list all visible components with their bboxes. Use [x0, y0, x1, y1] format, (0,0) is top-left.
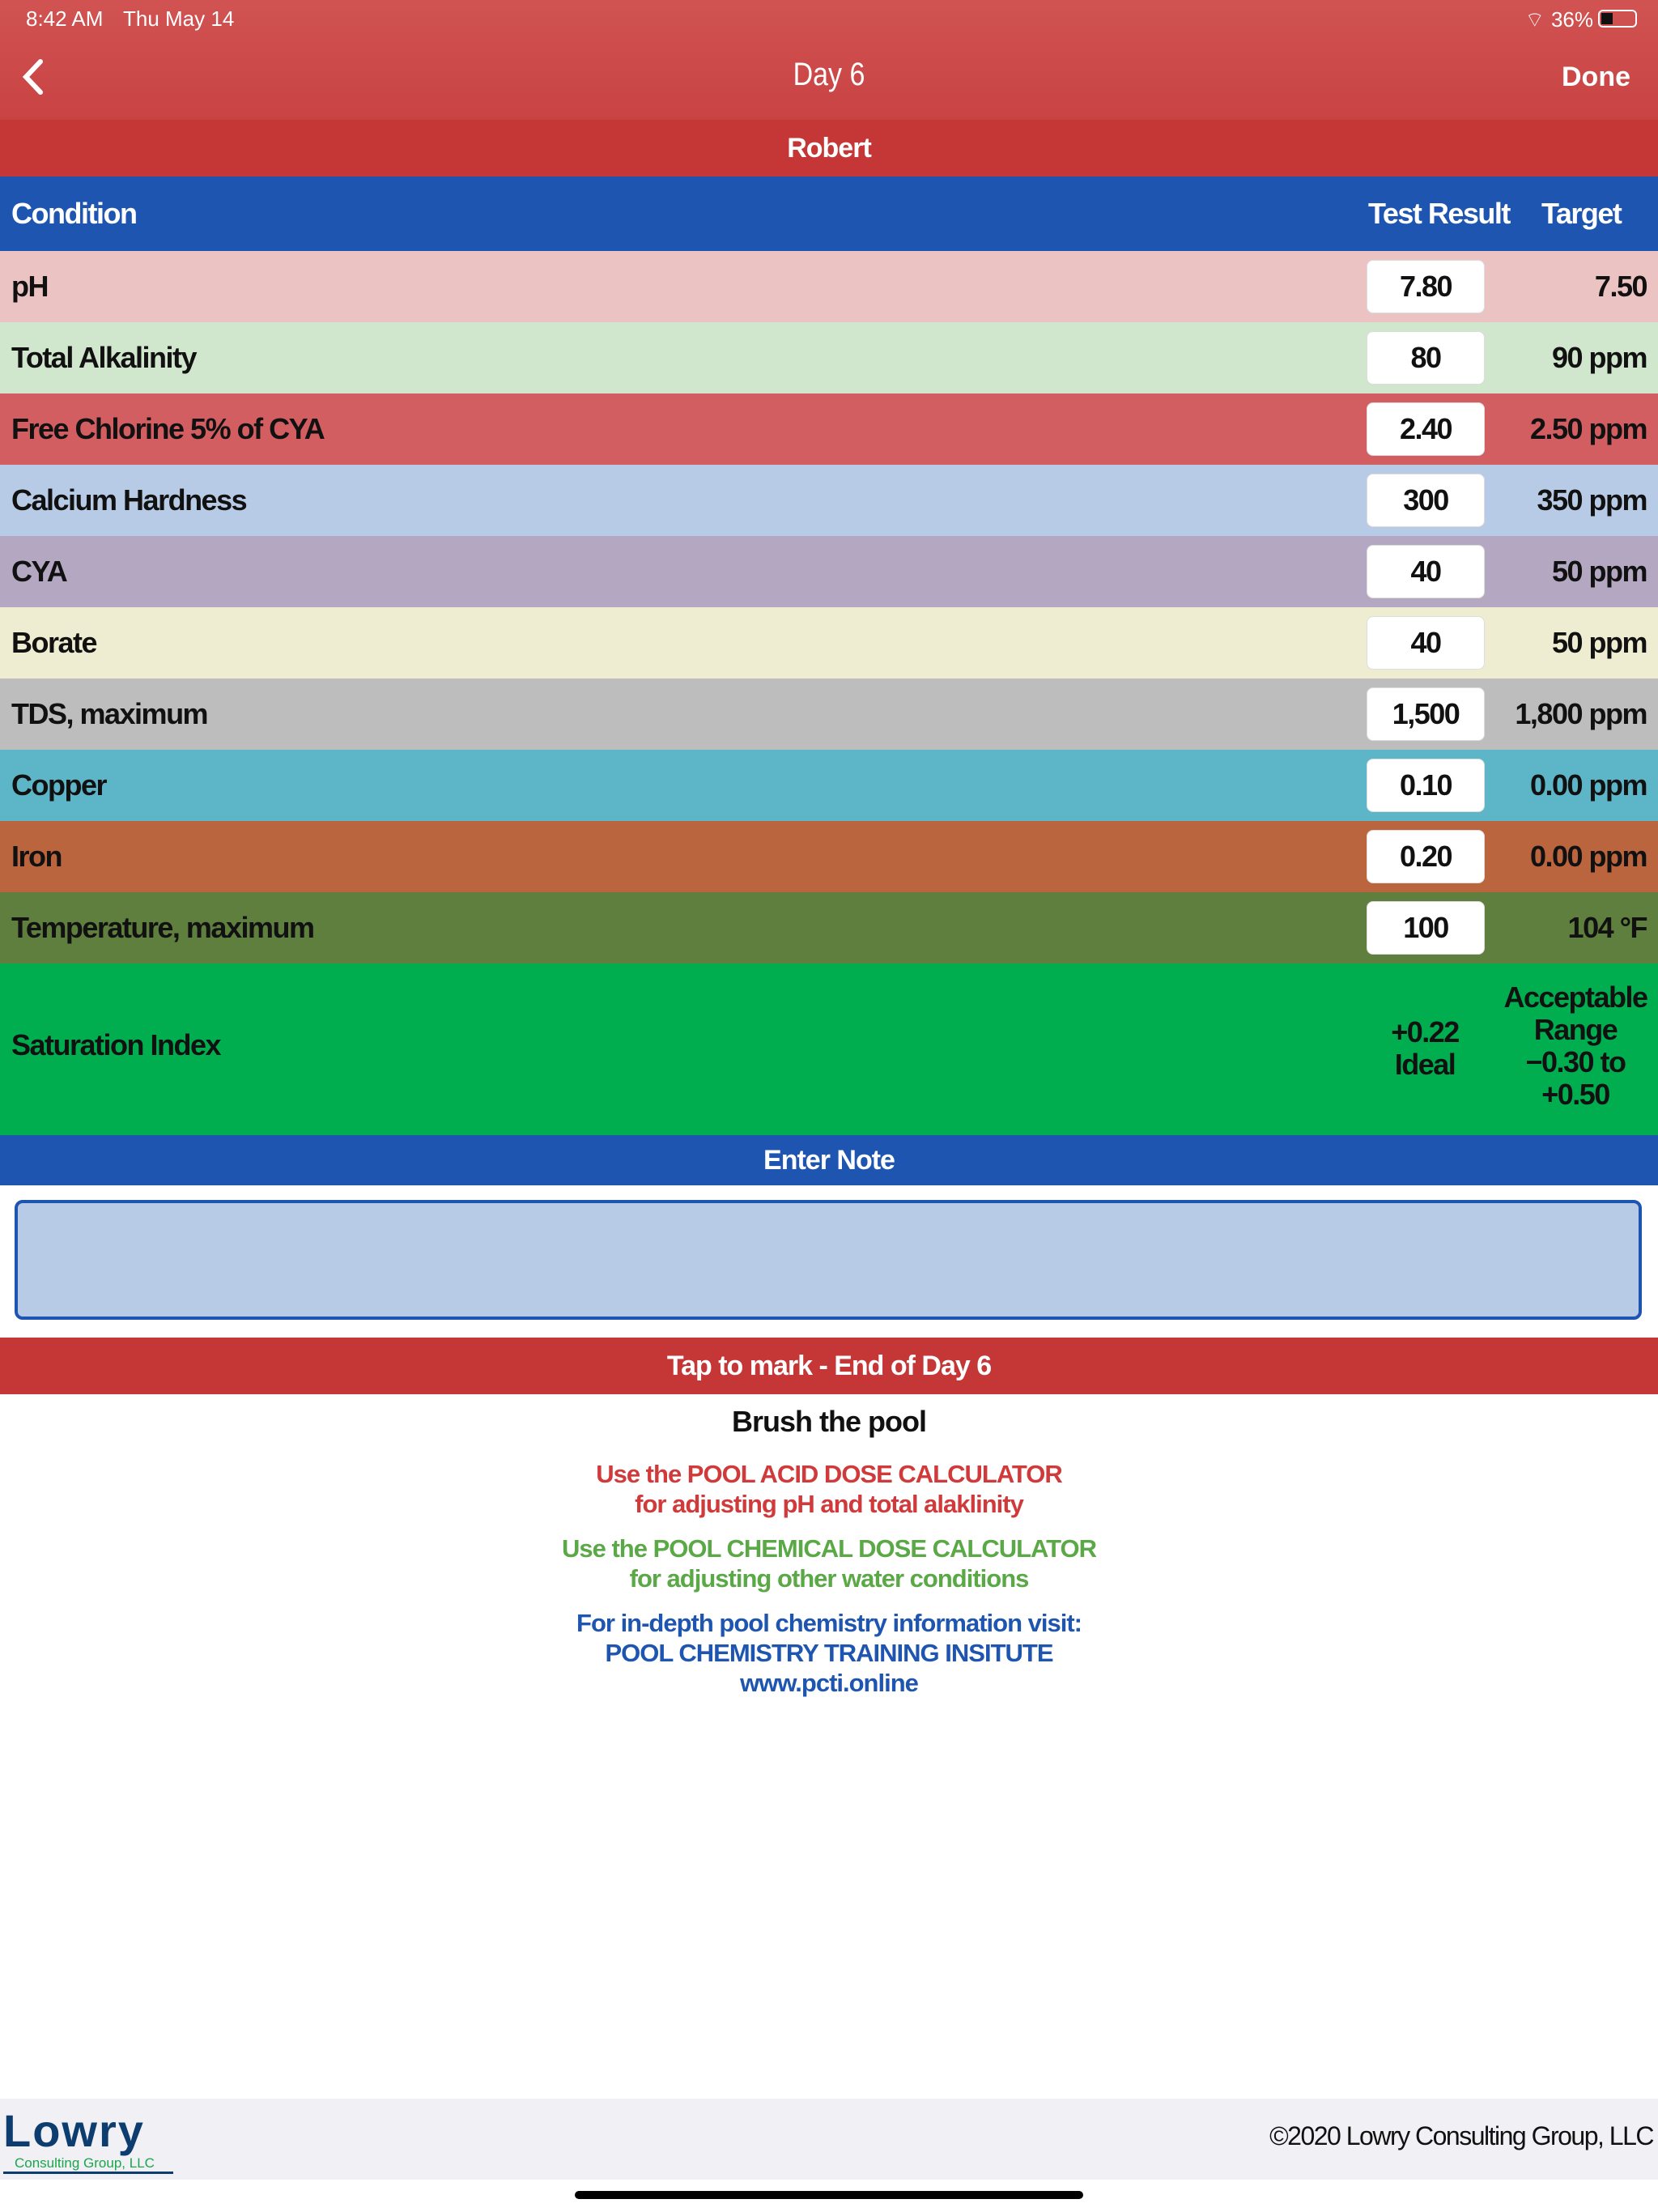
- acid-calculator-link[interactable]: [0, 1459, 1658, 1519]
- acceptable-range-label: Acceptable Range: [1503, 981, 1647, 1046]
- status-date: Thu May 14: [123, 6, 235, 31]
- target-value: 0.00 ppm: [1529, 840, 1647, 873]
- header-condition: Condition: [11, 197, 137, 230]
- target-value: 50 ppm: [1551, 626, 1647, 659]
- table-row: [0, 536, 1658, 607]
- enter-note-label: Enter Note: [0, 1135, 1658, 1185]
- battery-icon: [1598, 10, 1637, 28]
- test-result-input[interactable]: 7.80: [1367, 260, 1485, 313]
- saturation-index-row: [0, 963, 1658, 1135]
- saturation-label: Saturation Index: [11, 1028, 221, 1061]
- acid-line-1: Use the POOL ACID DOSE CALCULATOR: [596, 1460, 1062, 1488]
- pcti-link[interactable]: [0, 1608, 1658, 1698]
- pcti-line-2: POOL CHEMISTRY TRAINING INSITUTE: [605, 1639, 1053, 1667]
- target-value: 7.50: [1594, 270, 1647, 303]
- target-value: 2.50 ppm: [1529, 412, 1647, 445]
- condition-name: Copper: [11, 768, 106, 802]
- test-result-input[interactable]: 40: [1367, 545, 1485, 598]
- chemical-calculator-link[interactable]: [0, 1534, 1658, 1593]
- pcti-line-1: For in-depth pool chemistry information visit:: [576, 1609, 1082, 1637]
- table-row: [0, 821, 1658, 892]
- condition-name: Total Alkalinity: [11, 341, 197, 374]
- table-row: [0, 251, 1658, 322]
- condition-name: Temperature, maximum: [11, 911, 314, 944]
- target-value: 50 ppm: [1551, 555, 1647, 588]
- test-result-input[interactable]: 2.40: [1367, 402, 1485, 456]
- copyright: ©2020 Lowry Consulting Group, LLC: [1269, 2121, 1653, 2150]
- target-value: 0.00 ppm: [1529, 768, 1647, 802]
- acid-line-2: for adjusting pH and total alaklinity: [635, 1490, 1023, 1518]
- target-value: 90 ppm: [1551, 341, 1647, 374]
- chem-line-2: for adjusting other water conditions: [629, 1564, 1029, 1593]
- saturation-status: Ideal: [1394, 1048, 1456, 1081]
- test-result-input[interactable]: 1,500: [1367, 687, 1485, 741]
- nav-title: Day 6: [793, 57, 865, 92]
- done-button[interactable]: Done: [1562, 62, 1630, 92]
- acceptable-range-value: −0.30 to +0.50: [1525, 1045, 1626, 1111]
- logo-subtext: Consulting Group, LLC: [3, 2155, 173, 2174]
- status-time: 8:42 AM: [26, 6, 104, 31]
- saturation-value: +0.22: [1391, 1015, 1459, 1049]
- wifi-icon: ⌔: [1524, 7, 1545, 32]
- test-result-input[interactable]: 300: [1367, 474, 1485, 527]
- task-text: Brush the pool: [732, 1405, 926, 1438]
- battery-percent: 36%: [1550, 7, 1593, 32]
- table-row: [0, 607, 1658, 678]
- pcti-url[interactable]: www.pcti.online: [740, 1669, 918, 1697]
- target-value: 1,800 ppm: [1515, 697, 1647, 730]
- chem-line-1: Use the POOL CHEMICAL DOSE CALCULATOR: [562, 1534, 1096, 1563]
- table-row: [0, 892, 1658, 963]
- person-name: Robert: [0, 120, 1658, 177]
- table-row: [0, 750, 1658, 821]
- target-value: 104 °F: [1567, 911, 1647, 944]
- table-row: [0, 678, 1658, 750]
- mark-end-of-day-button[interactable]: Tap to mark - End of Day 6: [0, 1338, 1658, 1394]
- back-chevron-icon[interactable]: [18, 57, 50, 97]
- condition-name: pH: [11, 270, 48, 303]
- lowry-logo: [3, 2107, 189, 2176]
- test-result-input[interactable]: 40: [1367, 616, 1485, 670]
- logo-text: Lowry: [3, 2105, 145, 2156]
- table-row: [0, 465, 1658, 536]
- condition-name: Iron: [11, 840, 62, 873]
- table-header: [0, 177, 1658, 251]
- condition-name: Borate: [11, 626, 97, 659]
- condition-name: Calcium Hardness: [11, 483, 247, 517]
- test-result-input[interactable]: 0.20: [1367, 830, 1485, 883]
- home-indicator[interactable]: [575, 2191, 1083, 2199]
- footer: [0, 2099, 1658, 2180]
- table-row: [0, 322, 1658, 393]
- condition-name: TDS, maximum: [11, 697, 208, 730]
- test-result-input[interactable]: 100: [1367, 901, 1485, 955]
- test-result-input[interactable]: 80: [1367, 331, 1485, 385]
- condition-name: Free Chlorine 5% of CYA: [11, 412, 325, 445]
- note-input[interactable]: [15, 1200, 1642, 1320]
- table-row: [0, 393, 1658, 465]
- header-test-result: Test Result: [1368, 197, 1510, 230]
- test-result-input[interactable]: 0.10: [1367, 759, 1485, 812]
- condition-name: CYA: [11, 555, 67, 588]
- header-target: Target: [1541, 197, 1622, 230]
- status-right: [1525, 6, 1594, 33]
- target-value: 350 ppm: [1537, 483, 1647, 517]
